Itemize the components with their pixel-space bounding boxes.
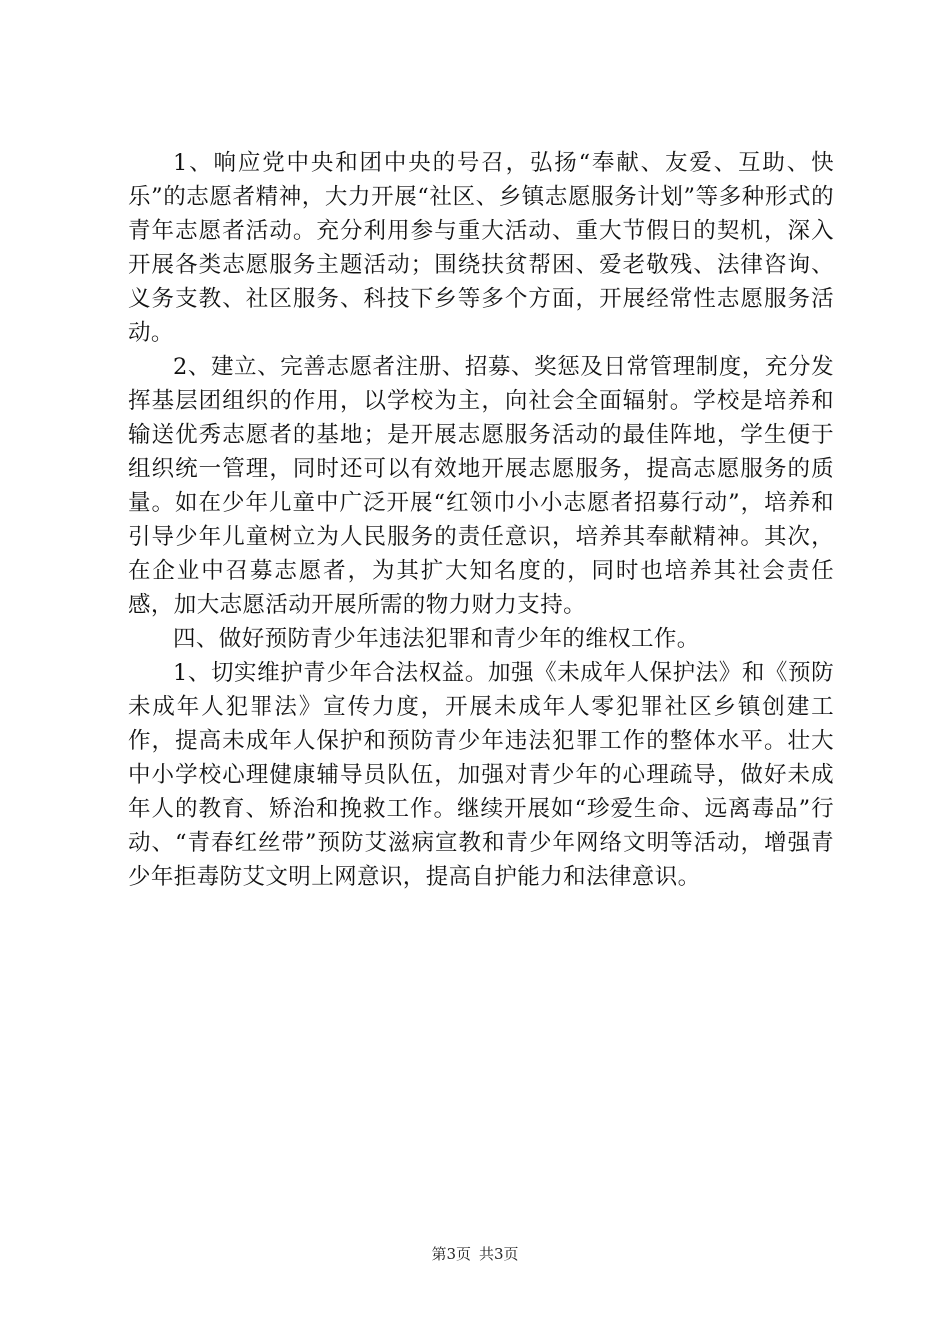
- section-heading-crime-prevention: 四、做好预防青少年违法犯罪和青少年的维权工作。: [173, 626, 700, 652]
- paragraph-volunteer-management: 2、建立、完善志愿者注册、招募、奖惩及日常管理制度，充分发挥基层团组织的作用，以学校为主，向社会全面辐射。学校是培养和输送优秀志愿者的基地；是开展志愿服务活动的最佳阵地，学生便于组织统一管理，同时还可以有效地开展志愿服务，提高志愿服务的质量。如在少年儿童中广泛开展“红领巾小小志愿者招募行动”，培养和引导少年儿童树立为人民服务的责任意识，培养其奉献精神。其次，在企业中召募志愿者，为其扩大知名度的，同时也培养其社会责任感，加大志愿活动开展所需的物力财力支持。: [128, 354, 834, 618]
- page-number: 第3页: [431, 1245, 471, 1263]
- page-total: 共3页: [479, 1245, 519, 1263]
- paragraph-volunteer-activities: 1、响应党中央和团中央的号召，弘扬“奉献、友爱、互助、快乐”的志愿者精神，大力开展“社区、乡镇志愿服务计划”等多种形式的青年志愿者活动。充分利用参与重大活动、重大节假日的契机，深入开展各类志愿服务主题活动；围绕扶贫帮困、爱老敬残、法律咨询、义务支教、社区服务、科技下乡等多个方面，开展经常性志愿服务活动。: [128, 150, 834, 346]
- paragraph-youth-rights: 1、切实维护青少年合法权益。加强《未成年人保护法》和《预防未成年人犯罪法》宣传力度，开展未成年人零犯罪社区乡镇创建工作，提高未成年人保护和预防青少年违法犯罪工作的整体水平。壮大中小学校心理健康辅导员队伍，加强对青少年的心理疏导，做好未成年人的教育、矫治和挽救工作。继续开展如“珍爱生命、远离毒品”行动、“青春红丝带”预防艾滋病宣教和青少年网络文明等活动，增强青少年拒毒防艾文明上网意识，提高自护能力和法律意识。: [128, 660, 834, 890]
- page-footer: [0, 1244, 950, 1264]
- document-body: [128, 146, 834, 894]
